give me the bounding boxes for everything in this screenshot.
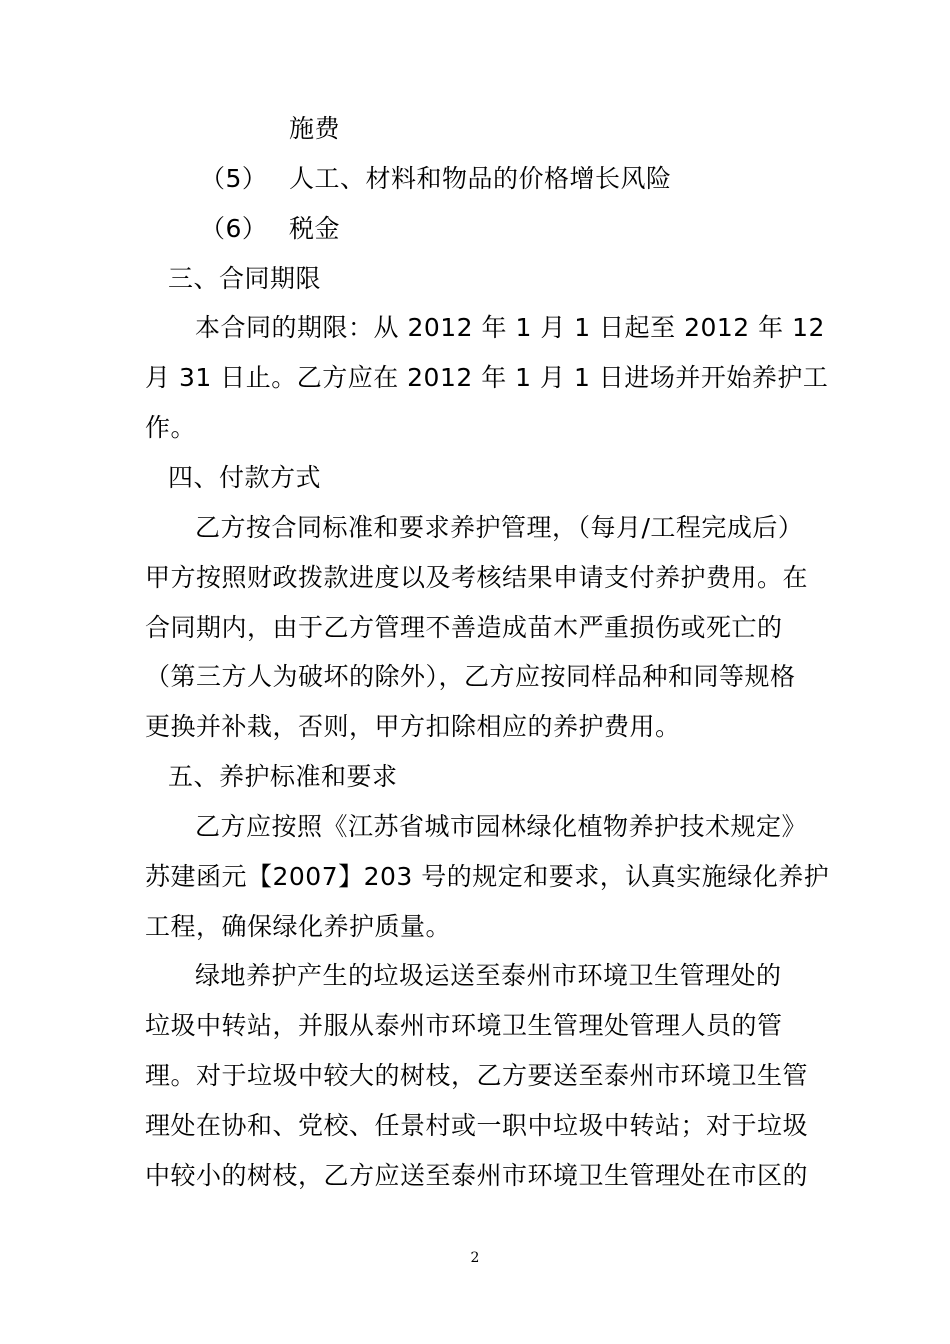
list-item-number-6: （6） — [200, 214, 268, 243]
section-heading-contract-term: 三、合同期限 — [168, 264, 322, 293]
paragraph-line: 理。对于垃圾中较大的树枝，乙方要送至泰州市环境卫生管 — [145, 1061, 809, 1090]
paragraph-line: 本合同的期限：从 2012 年 1 月 1 日起至 2012 年 12 — [195, 313, 825, 342]
paragraph-line: 乙方按合同标准和要求养护管理，（每月/工程完成后） — [195, 513, 804, 542]
paragraph-line: 作。 — [145, 413, 197, 442]
paragraph-line: 中较小的树枝，乙方应送至泰州市环境卫生管理处在市区的 — [145, 1161, 809, 1190]
paragraph-line: 乙方应按照《江苏省城市园林绿化植物养护技术规定》 — [195, 812, 808, 841]
list-item-text-5: 人工、材料和物品的价格增长风险 — [289, 164, 672, 193]
section-heading-payment: 四、付款方式 — [168, 463, 322, 492]
paragraph-line: 理处在协和、党校、任景村或一职中垃圾中转站；对于垃圾 — [145, 1111, 809, 1140]
section-heading-maintenance-standards: 五、养护标准和要求 — [168, 762, 398, 791]
paragraph-line: 绿地养护产生的垃圾运送至泰州市环境卫生管理处的 — [195, 961, 782, 990]
paragraph-line: 更换并补栽，否则，甲方扣除相应的养护费用。 — [145, 712, 681, 741]
line-continuation: 施费 — [289, 114, 341, 143]
page-number: 2 — [470, 1250, 480, 1266]
paragraph-line: 苏建函元【2007】203 号的规定和要求，认真实施绿化养护 — [145, 862, 830, 891]
paragraph-line: 甲方按照财政拨款进度以及考核结果申请支付养护费用。在 — [145, 563, 809, 592]
paragraph-line: 工程，确保绿化养护质量。 — [145, 912, 452, 941]
paragraph-line: 合同期内，由于乙方管理不善造成苗木严重损伤或死亡的 — [145, 613, 783, 642]
paragraph-line: 月 31 日止。乙方应在 2012 年 1 月 1 日进场并开始养护工 — [145, 363, 829, 392]
paragraph-line: 垃圾中转站，并服从泰州市环境卫生管理处管理人员的管 — [145, 1011, 783, 1040]
list-item-text-6: 税金 — [289, 214, 341, 243]
list-item-number-5: （5） — [200, 164, 268, 193]
paragraph-line: （第三方人为破坏的除外），乙方应按同样品种和同等规格 — [145, 662, 796, 691]
